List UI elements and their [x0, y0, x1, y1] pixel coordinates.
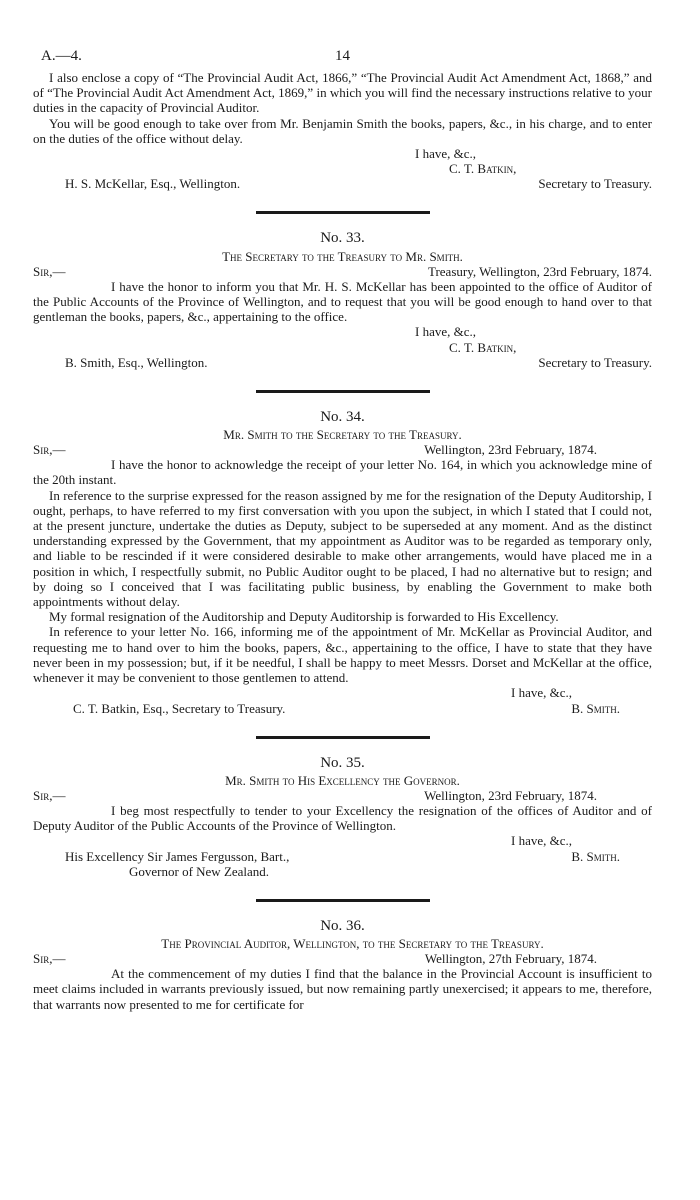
letter-heading: The Secretary to the Treasury to Mr. Smith.: [222, 248, 463, 264]
letter-no-34: [33, 410, 652, 716]
salutation-row: [33, 264, 652, 279]
page-number: 14: [335, 48, 350, 64]
letter-number: No. 33.: [320, 230, 365, 247]
letter-closing: I have, &c.,: [415, 324, 477, 340]
letter-closing: I have, &c.,: [511, 685, 573, 701]
letter-signer: B. Smith.: [571, 700, 620, 716]
letter-no-35: [33, 756, 652, 879]
letter-heading: [33, 773, 652, 788]
salutation-row: [33, 442, 652, 457]
salutation: Sir,—: [33, 787, 66, 803]
letter-paragraph-4: In reference to your letter No. 166, informing me of the appointment of Mr. McKellar as Provincial Auditor, and requesting me to hand over to him the books, papers, &c., appertaining to the office, I have to state that they have never been in my possession; but, if it be needful, I shall be happy to meet Messrs. Dorset and McKellar at the office, whenever it may be convenient to those gentlemen to attend.: [33, 624, 652, 686]
intro-closing: I have, &c.,: [415, 146, 477, 162]
intro-addressee: H. S. McKellar, Esq., Wellington.: [65, 176, 241, 192]
letter-addressee-title: Governor of New Zealand.: [129, 863, 270, 879]
letter-addressee: B. Smith, Esq., Wellington.: [65, 354, 208, 370]
letter-heading: Mr. Smith to the Secretary to the Treasury.: [223, 427, 462, 443]
letter-body: At the commencement of my duties I find that the balance in the Provincial Account is insufficient to meet claims included in warrants previously issued, but now remaining partly unexercised; it appears to me, therefore, that warrants now presented to me for certificate for: [33, 966, 652, 1012]
letter-addressee: C. T. Batkin, Esq., Secretary to Treasury.: [73, 700, 286, 716]
section-divider: [256, 736, 430, 739]
sign-row: [33, 701, 652, 716]
page-header: [33, 0, 652, 64]
section-divider: [256, 899, 430, 902]
salutation: Sir,—: [33, 263, 66, 279]
place-date: Wellington, 23rd February, 1874.: [424, 787, 597, 803]
letter-number: No. 36.: [320, 917, 365, 934]
sign-row: [33, 355, 652, 370]
letter-body: I have the honor to inform you that Mr. H. S. McKellar has been appointed to the office of Auditor of the Public Accounts of the Province of Wellington, and to request that you will be good enough to hand over to that gentleman the books, papers, &c., appertaining to the office.: [33, 278, 652, 325]
letter-paragraph-1: I have the honor to acknowledge the receipt of your letter No. 164, in which you acknowledge mine of the 20th instant.: [33, 457, 652, 488]
letter-heading: The Provincial Auditor, Wellington, to the Secretary to the Treasury.: [161, 935, 544, 951]
letter-signer: C. T. Batkin,: [449, 339, 517, 355]
intro-signer-title: Secretary to Treasury.: [538, 176, 652, 192]
salutation-row: [33, 788, 652, 803]
salutation: Sir,—: [33, 951, 66, 967]
letter-addressee: His Excellency Sir James Fergusson, Bart.,: [65, 848, 290, 864]
salutation-row: [33, 951, 652, 966]
place-date: Wellington, 23rd February, 1874.: [424, 442, 597, 458]
sign-row: [33, 849, 652, 864]
letter-no-36: [33, 919, 652, 1012]
letter-closing: I have, &c.,: [511, 833, 573, 849]
intro-letter: [33, 70, 652, 191]
intro-paragraph-1: I also enclose a copy of “The Provincial Audit Act, 1866,” “The Provincial Audit Act Amendment Act, 1868,” and of “The Provincial Audit Act Amendment Act, 1869,” in which you will find the necessary instructions relative to your duties in the capacity of Provincial Auditor.: [33, 70, 652, 116]
salutation: Sir,—: [33, 442, 66, 458]
place-date: Wellington, 27th February, 1874.: [424, 951, 597, 967]
signer-title: Secretary to Treasury.: [538, 354, 652, 370]
intro-paragraph-2: You will be good enough to take over from Mr. Benjamin Smith the books, papers, &c., in his charge, and to enter on the duties of the office without delay.: [33, 115, 652, 146]
letter-paragraph-2: In reference to the surprise expressed for the reason assigned by me for the resignation of the Deputy Auditorship, I ought, perhaps, to have referred to my first conversation with you upon the subject, in which I stated that I could not, at the present juncture, undertake the duties as Deputy, subject to be superseded at any moment. And as the distinct understanding expressed by the Government, that my appointment as Auditor was to be regarded as temporary only, and liable to be rescinded if it were considered desirable to make other arrangements, would have placed me in a position in which, I respectfully submit, no Public Auditor ought to be placed, I had no alternative but to resign; and by doing so I conceived that I was facilitating public business, by enabling the Government to make both appointments without delay.: [33, 487, 652, 610]
letter-heading-text: Mr. Smith to His Excellency the Governor.: [225, 772, 460, 788]
letter-number: No. 35.: [320, 754, 365, 771]
letter-number: No. 34.: [320, 408, 365, 425]
letter-body: I beg most respectfully to tender to your Excellency the resignation of the offices of Auditor and of Deputy Auditor of the Public Accounts of the Province of Wellington.: [33, 802, 652, 834]
section-divider: [256, 390, 430, 393]
letter-paragraph-3: My formal resignation of the Auditorship and Deputy Auditorship is forwarded to His Excellency.: [49, 609, 559, 625]
place-date: Treasury, Wellington, 23rd February, 1874.: [427, 263, 652, 279]
letter-signer: B. Smith.: [571, 848, 620, 864]
intro-sign-row: [33, 176, 652, 191]
section-divider: [256, 211, 430, 214]
letter-no-33: [33, 231, 652, 369]
intro-signer: C. T. Batkin,: [449, 161, 517, 177]
page-code: A.—4.: [41, 48, 82, 64]
